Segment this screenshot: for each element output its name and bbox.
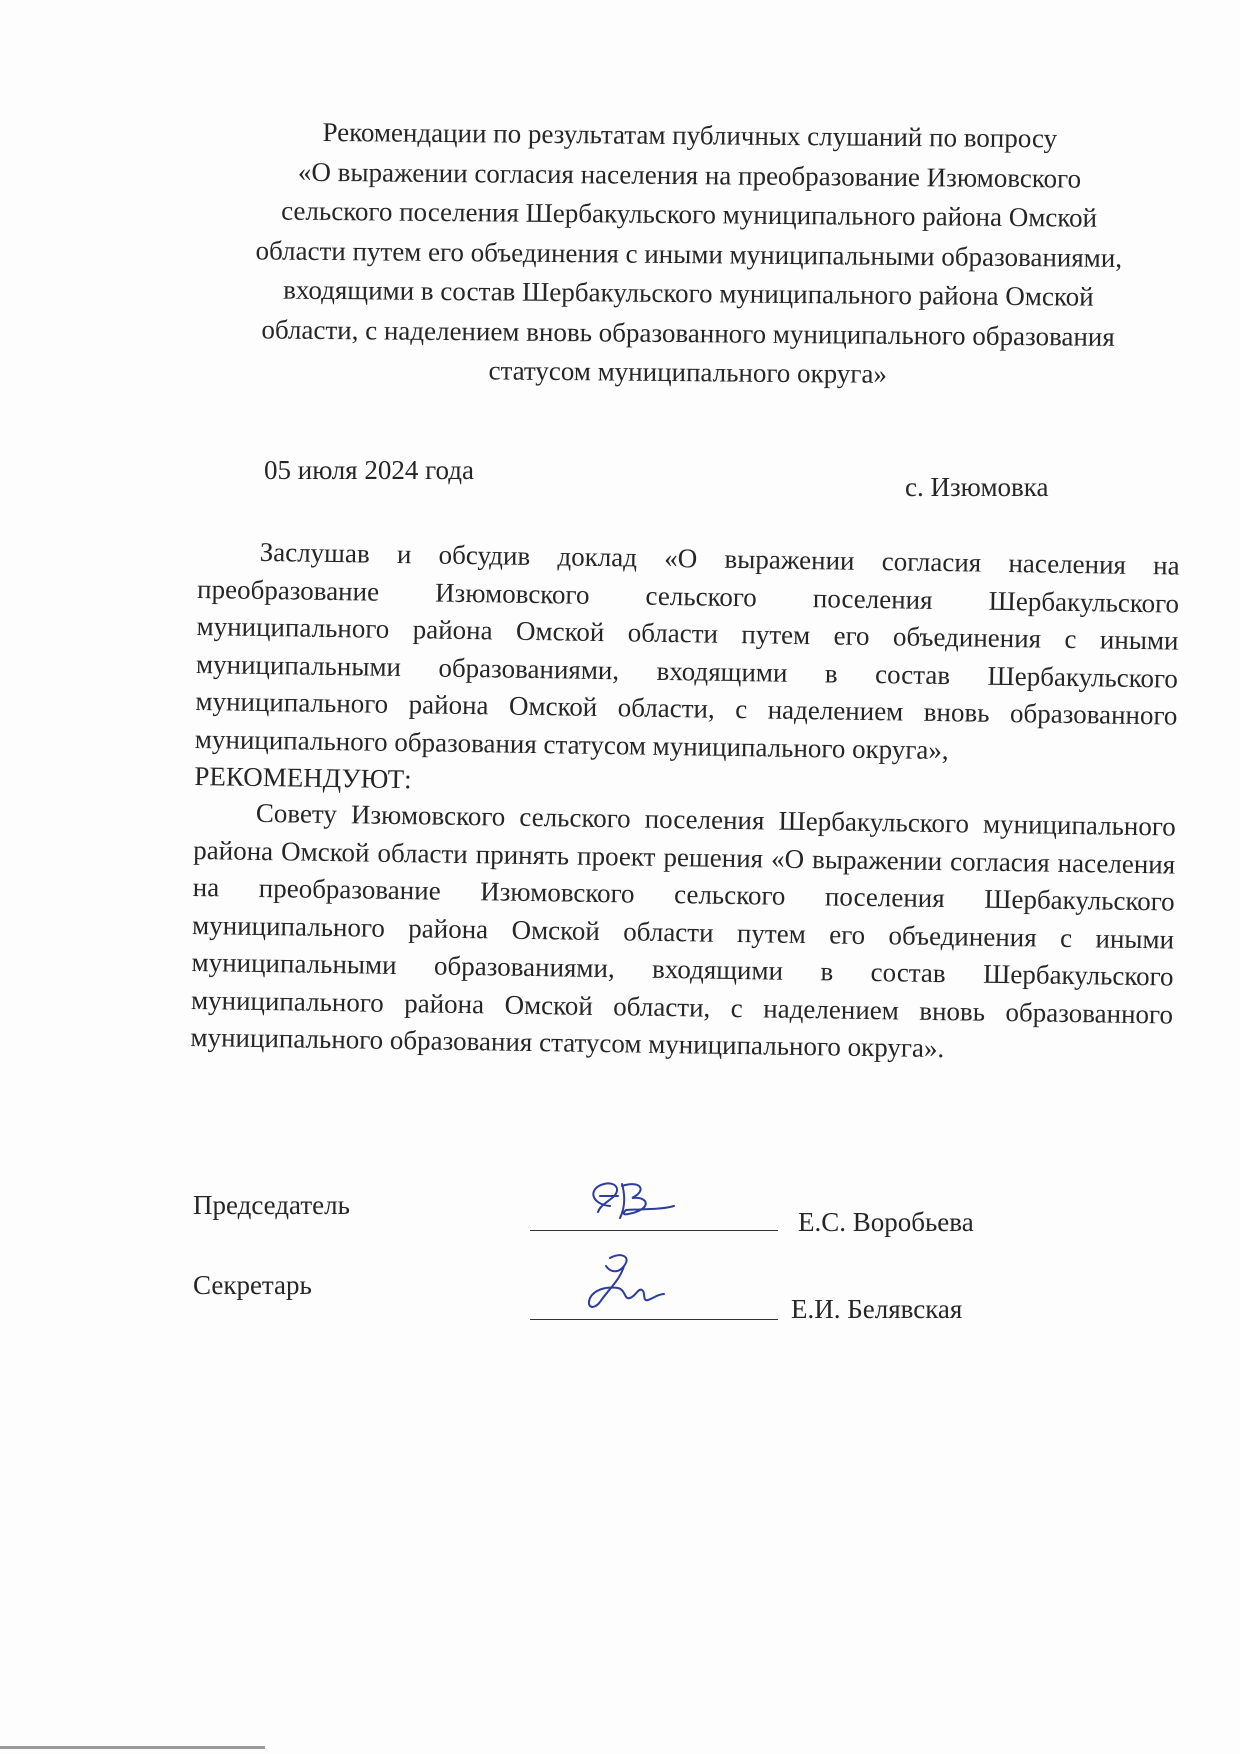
signature-row-secretary <box>0 1270 1240 1330</box>
signature-line <box>530 1230 778 1231</box>
title-line: статусом муниципального округа» <box>488 355 888 389</box>
title-line: «О выражении согласия населения на преобразование Изюмовского <box>297 156 1082 194</box>
signature-name: Е.С. Воробьева <box>798 1207 974 1237</box>
handwritten-signature-icon <box>570 1176 680 1228</box>
title-line: Рекомендации по результатам публичных слушаний по вопросу <box>322 116 1058 154</box>
title-line: области, с наделением вновь образованного муниципального образования <box>261 313 1115 352</box>
signature-name: Е.И. Белявская <box>791 1294 963 1324</box>
title-line: входящими в состав Шербакульского муниципального района Омской <box>283 274 1094 312</box>
paragraph-recommendation: Совету Изюмовского сельского поселения Шербакульского муниципального района Омской области принять проект решения «О выражении согласия населения на преобразование Изюмовского сельского поселения Шербакульского муниципального района Омской области путем его объединения с иными муниципальными образованиями, входящими в состав Шербакульского муниципального района Омской области, с наделением вновь образованного муниципального образования статусом муниципального округа». <box>190 797 1176 1064</box>
signature-role: Председатель <box>193 1190 350 1220</box>
title-line: сельского поселения Шербакульского муниципального района Омской <box>281 195 1098 233</box>
handwritten-signature-icon <box>580 1250 670 1314</box>
document-date: 05 июля 2024 года <box>264 455 474 485</box>
document-title <box>213 112 1165 397</box>
scan-edge-mark <box>0 1746 265 1749</box>
paragraph-hearing: Заслушав и обсудив доклад «О выражении согласия населения на преобразование Изюмовского сельского поселения Шербакульского муниципального района Омской области путем его объединения с иными муниципальными образованиями, входящими в состав Шербакульского муниципального района Омской области, с наделением вновь образованного муниципального образования статусом муниципального округа», <box>194 536 1180 765</box>
signature-line <box>530 1319 778 1320</box>
document-place: с. Изюмовка <box>905 472 1049 502</box>
document-body <box>190 533 1180 1071</box>
signature-row-chairman <box>0 1190 1240 1250</box>
signature-role: Секретарь <box>193 1270 312 1300</box>
recommend-label: РЕКОМЕНДУЮТ: <box>194 760 412 795</box>
title-line: области путем его объединения с иными муниципальными образованиями, <box>255 234 1123 273</box>
